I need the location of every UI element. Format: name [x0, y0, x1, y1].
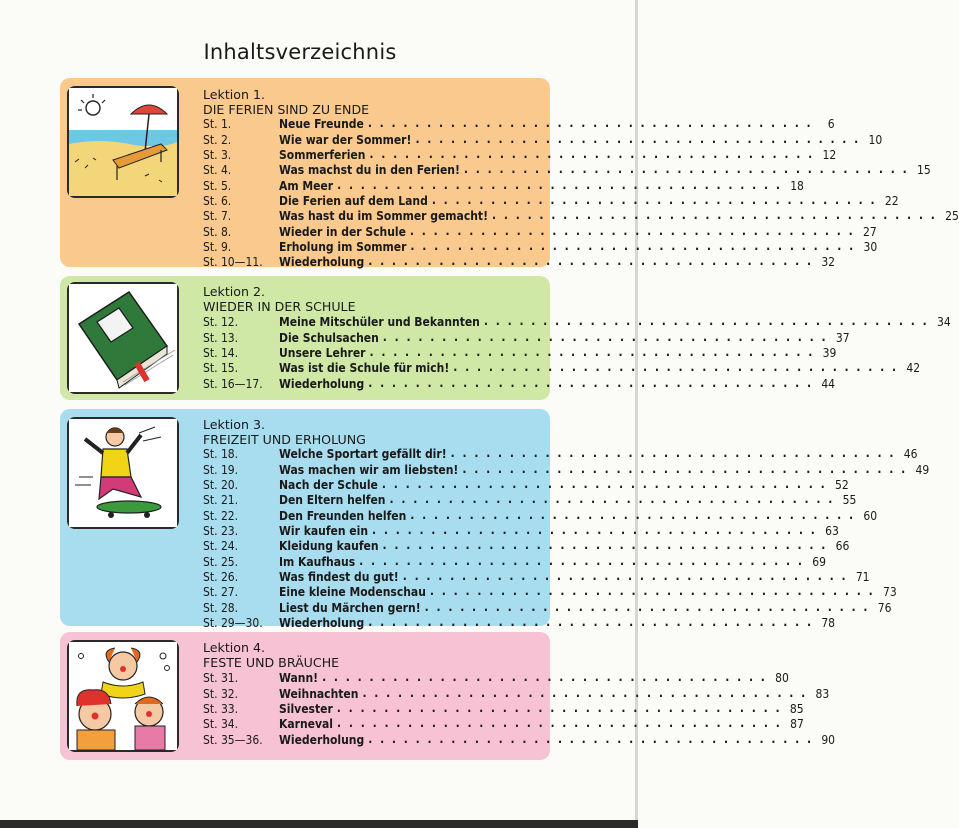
toc-entry[interactable]	[203, 492, 857, 508]
entry-title: Liest du Märchen gern!	[279, 600, 421, 615]
toc-entry[interactable]	[203, 314, 951, 330]
toc-entry[interactable]	[203, 584, 897, 600]
entry-page: 87	[790, 717, 804, 732]
entry-number: St. 6.	[203, 194, 232, 209]
entry-page: 55	[842, 493, 857, 508]
entry-title: Am Meer	[279, 178, 334, 193]
leader-dots: . . . . . . . . . . . . . . . . . . . . . . . . . . . . . . . . . . . . . .	[369, 147, 815, 162]
entry-page: 18	[790, 178, 804, 193]
entry-page: 85	[789, 702, 804, 717]
entry-title: Kleidung kaufen	[279, 539, 379, 554]
leader-dots: . . . . . . . . . . . . . . . . . . . . . . . . . . . . . . . . . . . . . .	[336, 701, 782, 716]
entry-title: Meine Mitschüler und Bekannten	[279, 315, 480, 330]
toc-entry[interactable]	[203, 569, 870, 585]
leader-dots: . . . . . . . . . . . . . . . . . . . . . . . . . . . . . . . . . . . . . .	[382, 538, 828, 553]
lesson-panel-1	[60, 78, 959, 270]
leader-dots: . . . . . . . . . . . . . . . . . . . . . . . . . . . . . . . . . . . . . .	[415, 131, 861, 146]
leader-dots: . . . . . . . . . . . . . . . . . . . . . . . . . . . . . . . . . . . . . .	[372, 523, 817, 538]
entry-title: Den Eltern helfen	[279, 493, 386, 508]
entry-title: Was machen wir am liebsten!	[279, 462, 459, 477]
toc-entry[interactable]	[203, 507, 878, 523]
lesson-panel-4	[60, 632, 836, 760]
entry-number: St. 8.	[203, 224, 232, 239]
leader-dots: . . . . . . . . . . . . . . . . . . . . . . . . . . . . . . . . . . . . . .	[367, 116, 813, 131]
toc-entry[interactable]	[203, 345, 837, 361]
entry-number: St. 22.	[203, 508, 239, 523]
entry-title: Wann!	[279, 671, 319, 686]
lesson-panel-3	[60, 409, 930, 631]
entry-title: Eine kleine Modenschau	[279, 585, 426, 600]
leader-dots: . . . . . . . . . . . . . . . . . . . . . . . . . . . . . . . . . . . . . .	[368, 731, 814, 746]
leader-dots: . . . . . . . . . . . . . . . . . . . . . . . . . . . . . . . . . . . . . .	[431, 193, 877, 208]
toc-entry[interactable]	[203, 553, 826, 569]
entry-page: 22	[884, 194, 899, 209]
toc-entry[interactable]	[203, 116, 835, 132]
entry-number: St. 32.	[203, 686, 239, 701]
leader-dots: . . . . . . . . . . . . . . . . . . . . . . . . . . . . . . . . . . . . . .	[424, 599, 870, 614]
entry-number: St. 2.	[203, 132, 232, 147]
entry-title: Wir kaufen ein	[279, 524, 369, 539]
lesson-number: Lektion 2.	[203, 284, 265, 299]
entry-page: 78	[821, 616, 836, 631]
leader-dots: . . . . . . . . . . . . . . . . . . . . . . . . . . . . . . . . . . . . . .	[463, 162, 909, 177]
toc-entry[interactable]	[203, 223, 877, 239]
entry-title: Was hast du im Sommer gemacht!	[279, 209, 488, 224]
toc-entry[interactable]	[203, 177, 804, 193]
lesson-number: Lektion 3.	[203, 417, 265, 432]
leader-dots: . . . . . . . . . . . . . . . . . . . . . . . . . . . . . . . . . . . . . .	[368, 375, 814, 390]
leader-dots: . . . . . . . . . . . . . . . . . . . . . . . . . . . . . . . . . . . . . .	[362, 685, 808, 700]
lesson-heading: FREIZEIT UND ERHOLUNG	[203, 432, 366, 447]
entry-title: Unsere Lehrer	[279, 346, 366, 361]
entry-page: 49	[915, 462, 930, 477]
leader-dots: . . . . . . . . . . . . . . . . . . . . . . . . . . . . . . . . . . . . . .	[368, 615, 814, 630]
toc-entry[interactable]	[203, 375, 836, 391]
toc-entry[interactable]	[203, 670, 789, 686]
entry-title: Den Freunden helfen	[279, 508, 407, 523]
entry-page: 6	[827, 117, 835, 132]
entry-title: Was ist die Schule für mich!	[279, 361, 450, 376]
leader-dots: . . . . . . . . . . . . . . . . . . . . . . . . . . . . . . . . . . . . . .	[410, 239, 856, 254]
entry-page: 83	[815, 686, 830, 701]
entry-title: Die Ferien auf dem Land	[279, 194, 428, 209]
toc-entry[interactable]	[203, 538, 850, 554]
entry-number: St. 7.	[203, 209, 232, 224]
entry-title: Karneval	[279, 717, 334, 732]
leader-dots: . . . . . . . . . . . . . . . . . . . . . . . . . . . . . . . . . . . . . .	[337, 716, 782, 731]
leader-dots: . . . . . . . . . . . . . . . . . . . . . . . . . . . . . . . . . . . . . .	[429, 584, 875, 599]
toc-entry[interactable]	[203, 254, 836, 270]
toc-entry[interactable]	[203, 615, 836, 631]
entry-page: 46	[903, 447, 918, 462]
entry-page: 27	[863, 224, 877, 239]
leader-dots: . . . . . . . . . . . . . . . . . . . . . . . . . . . . . . . . . . . . . .	[389, 492, 835, 507]
skateboarder-icon	[67, 417, 179, 529]
entry-title: Silvester	[279, 702, 333, 717]
entry-page: 12	[822, 148, 837, 163]
entry-page: 25	[945, 209, 959, 224]
beach-icon	[67, 86, 179, 198]
entry-title: Im Kaufhaus	[279, 554, 356, 569]
entry-number: St. 15.	[203, 361, 239, 376]
entry-number: St. 4.	[203, 163, 232, 178]
entry-page: 52	[834, 478, 849, 493]
toc-entry[interactable]	[203, 477, 849, 493]
entry-number: St. 19.	[203, 462, 239, 477]
page-title: Inhaltsverzeichnis	[203, 40, 397, 64]
toc-entry[interactable]	[203, 446, 918, 462]
leader-dots: . . . . . . . . . . . . . . . . . . . . . . . . . . . . . . . . . . . . . .	[368, 254, 814, 269]
leader-dots: . . . . . . . . . . . . . . . . . . . . . . . . . . . . . . . . . . . . . .	[483, 314, 929, 329]
entry-number: St. 1.	[203, 117, 232, 132]
entry-title: Wiederholung	[279, 376, 365, 391]
toc-entry[interactable]	[203, 701, 804, 717]
entry-page: 44	[821, 376, 836, 391]
toc-entry[interactable]	[203, 731, 836, 747]
entry-number: St. 21.	[203, 493, 239, 508]
entry-number: St. 27.	[203, 585, 239, 600]
entry-number: St. 5.	[203, 178, 232, 193]
clowns-icon	[67, 640, 179, 752]
entry-page: 42	[906, 361, 921, 376]
toc-entry[interactable]	[203, 716, 804, 732]
leader-dots: . . . . . . . . . . . . . . . . . . . . . . . . . . . . . . . . . . . . . .	[369, 345, 815, 360]
entry-page: 30	[863, 240, 878, 255]
toc-entry[interactable]	[203, 239, 878, 255]
entry-number: St. 29—30.	[203, 616, 263, 631]
page-bottom-edge	[0, 820, 638, 828]
entry-title: Nach der Schule	[279, 478, 378, 493]
entry-number: St. 35—36.	[203, 732, 263, 747]
entry-page: 76	[877, 600, 892, 615]
toc-entry[interactable]	[203, 162, 931, 178]
entry-number: St. 23.	[203, 524, 239, 539]
toc-entry[interactable]	[203, 329, 850, 345]
lesson-panel-2	[60, 276, 951, 400]
entry-number: St. 3.	[203, 148, 232, 163]
lesson-number: Lektion 4.	[203, 640, 265, 655]
entry-page: 37	[835, 330, 850, 345]
leader-dots: . . . . . . . . . . . . . . . . . . . . . . . . . . . . . . . . . . . . . .	[409, 223, 855, 238]
entry-number: St. 20.	[203, 478, 239, 493]
entry-title: Neue Freunde	[279, 117, 364, 132]
toc-entry[interactable]	[203, 147, 837, 163]
leader-dots: . . . . . . . . . . . . . . . . . . . . . . . . . . . . . . . . . . . . . .	[359, 553, 804, 568]
entry-title: Welche Sportart gefällt dir!	[279, 447, 447, 462]
toc-entry[interactable]	[203, 461, 930, 477]
entry-title: Wiederholung	[279, 732, 365, 747]
entry-page: 34	[936, 315, 951, 330]
entry-number: St. 9.	[203, 240, 232, 255]
entry-number: St. 26.	[203, 570, 239, 585]
entry-page: 15	[917, 163, 931, 178]
entry-page: 63	[825, 524, 839, 539]
entry-page: 90	[821, 732, 836, 747]
entry-title: Was findest du gut!	[279, 570, 399, 585]
entry-number: St. 13.	[203, 330, 239, 345]
entry-title: Wiederholung	[279, 616, 365, 631]
entry-title: Weihnachten	[279, 686, 359, 701]
lesson-heading: FESTE UND BRÄUCHE	[203, 655, 340, 670]
toc-entry[interactable]	[203, 685, 830, 701]
entry-number: St. 10—11.	[203, 255, 263, 270]
lesson-number: Lektion 1.	[203, 87, 265, 102]
leader-dots: . . . . . . . . . . . . . . . . . . . . . . . . . . . . . . . . . . . . . .	[337, 177, 782, 192]
entry-page: 60	[863, 508, 878, 523]
book-icon	[67, 282, 179, 394]
entry-title: Die Schulsachen	[279, 330, 379, 345]
toc-entry[interactable]	[203, 360, 921, 376]
lesson-heading: WIEDER IN DER SCHULE	[203, 299, 356, 314]
entry-number: St. 16—17.	[203, 376, 263, 391]
entry-page: 32	[821, 255, 836, 270]
leader-dots: . . . . . . . . . . . . . . . . . . . . . . . . . . . . . . . . . . . . . .	[492, 208, 937, 223]
leader-dots: . . . . . . . . . . . . . . . . . . . . . . . . . . . . . . . . . . . . . .	[453, 360, 899, 375]
leader-dots: . . . . . . . . . . . . . . . . . . . . . . . . . . . . . . . . . . . . . .	[450, 446, 896, 461]
entry-title: Wiederholung	[279, 255, 365, 270]
entry-number: St. 33.	[203, 702, 239, 717]
entry-page: 66	[835, 539, 850, 554]
leader-dots: . . . . . . . . . . . . . . . . . . . . . . . . . . . . . . . . . . . . . .	[462, 461, 908, 476]
toc-entry[interactable]	[203, 523, 839, 539]
entry-number: St. 18.	[203, 447, 239, 462]
leader-dots: . . . . . . . . . . . . . . . . . . . . . . . . . . . . . . . . . . . . . .	[322, 670, 767, 685]
entry-number: St. 31.	[203, 671, 239, 686]
toc-entry[interactable]	[203, 193, 899, 209]
leader-dots: . . . . . . . . . . . . . . . . . . . . . . . . . . . . . . . . . . . . . .	[402, 569, 848, 584]
leader-dots: . . . . . . . . . . . . . . . . . . . . . . . . . . . . . . . . . . . . . .	[410, 507, 856, 522]
entry-title: Wieder in der Schule	[279, 224, 406, 239]
entry-number: St. 24.	[203, 539, 239, 554]
toc-entry[interactable]	[203, 599, 892, 615]
entry-number: St. 34.	[203, 717, 239, 732]
entry-number: St. 28.	[203, 600, 239, 615]
entry-number: St. 25.	[203, 554, 239, 569]
entry-title: Erholung im Sommer	[279, 240, 407, 255]
entry-title: Sommerferien	[279, 148, 366, 163]
entry-page: 10	[868, 132, 883, 147]
leader-dots: . . . . . . . . . . . . . . . . . . . . . . . . . . . . . . . . . . . . . .	[381, 477, 827, 492]
entry-title: Wie war der Sommer!	[279, 132, 412, 147]
toc-entry[interactable]	[203, 208, 959, 224]
toc-entry[interactable]	[203, 131, 883, 147]
entry-page: 39	[822, 346, 837, 361]
entry-title: Was machst du in den Ferien!	[279, 163, 460, 178]
entry-number: St. 14.	[203, 346, 239, 361]
leader-dots: . . . . . . . . . . . . . . . . . . . . . . . . . . . . . . . . . . . . . .	[382, 329, 828, 344]
entry-number: St. 12.	[203, 315, 239, 330]
entry-page: 71	[855, 570, 870, 585]
entry-page: 73	[883, 585, 897, 600]
entry-page: 69	[812, 554, 826, 569]
entry-page: 80	[775, 671, 789, 686]
lesson-heading: DIE FERIEN SIND ZU ENDE	[203, 102, 370, 117]
